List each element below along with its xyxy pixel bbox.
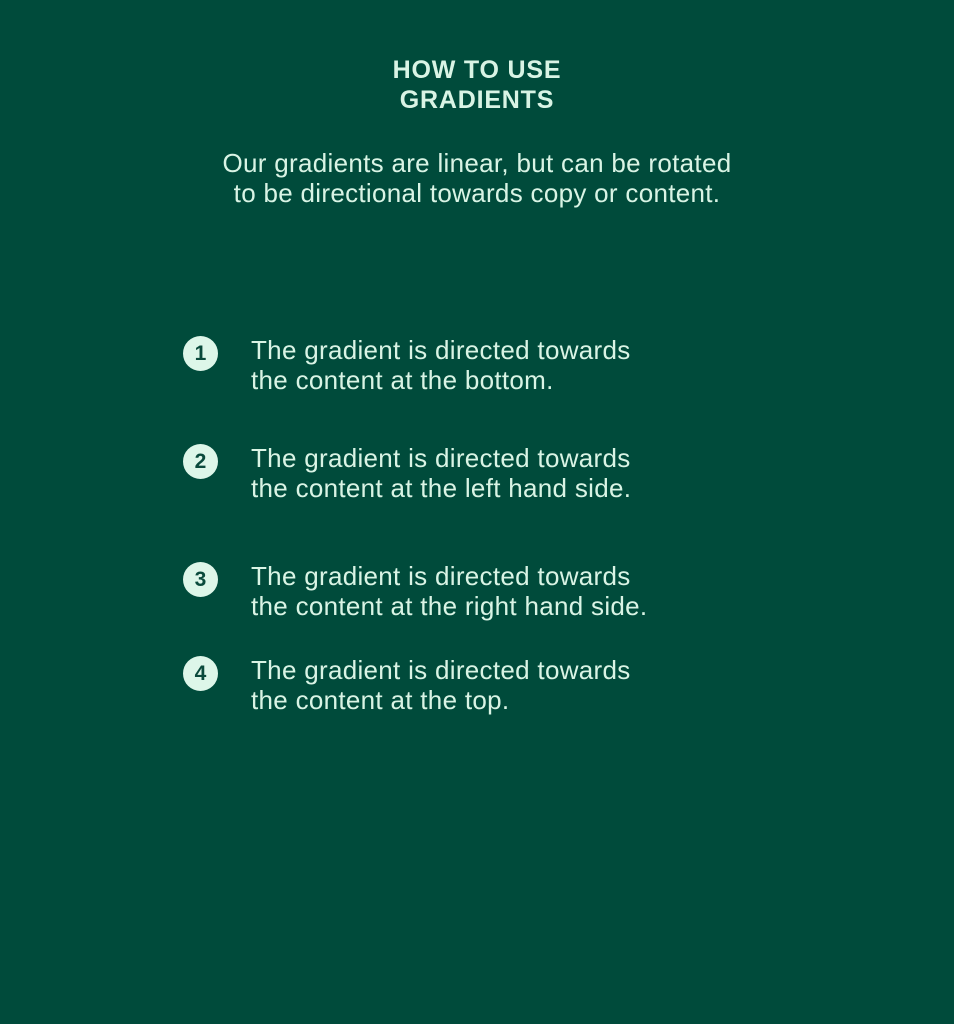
step-description [251,655,631,715]
step-number-badge: 2 [183,444,218,479]
step-description [251,335,631,395]
step-description-line2: the content at the right hand side. [251,591,648,621]
step-description-line2: the content at the top. [251,685,510,715]
step-description-line2: the content at the bottom. [251,365,554,395]
step-description-line1: The gradient is directed towards [251,561,631,591]
step-description [251,443,631,503]
step-description-line2: the content at the left hand side. [251,473,632,503]
list-item [183,561,823,621]
intro-text [0,148,954,208]
list-item [183,443,823,503]
step-number-badge: 1 [183,336,218,371]
step-number-badge: 3 [183,562,218,597]
page-title-line2: GRADIENTS [399,86,555,114]
intro-text-line2: to be directional towards copy or content. [233,178,721,208]
list-item [183,655,823,715]
steps-list [183,335,823,715]
step-description-line1: The gradient is directed towards [251,655,631,685]
step-description-line1: The gradient is directed towards [251,335,631,365]
page-title-line1: HOW TO USE [392,56,562,84]
step-description [251,561,647,621]
page-title [0,55,954,115]
intro-text-line1: Our gradients are linear, but can be rotated [222,148,732,178]
step-number-badge: 4 [183,656,218,691]
list-item [183,335,823,395]
step-description-line1: The gradient is directed towards [251,443,631,473]
